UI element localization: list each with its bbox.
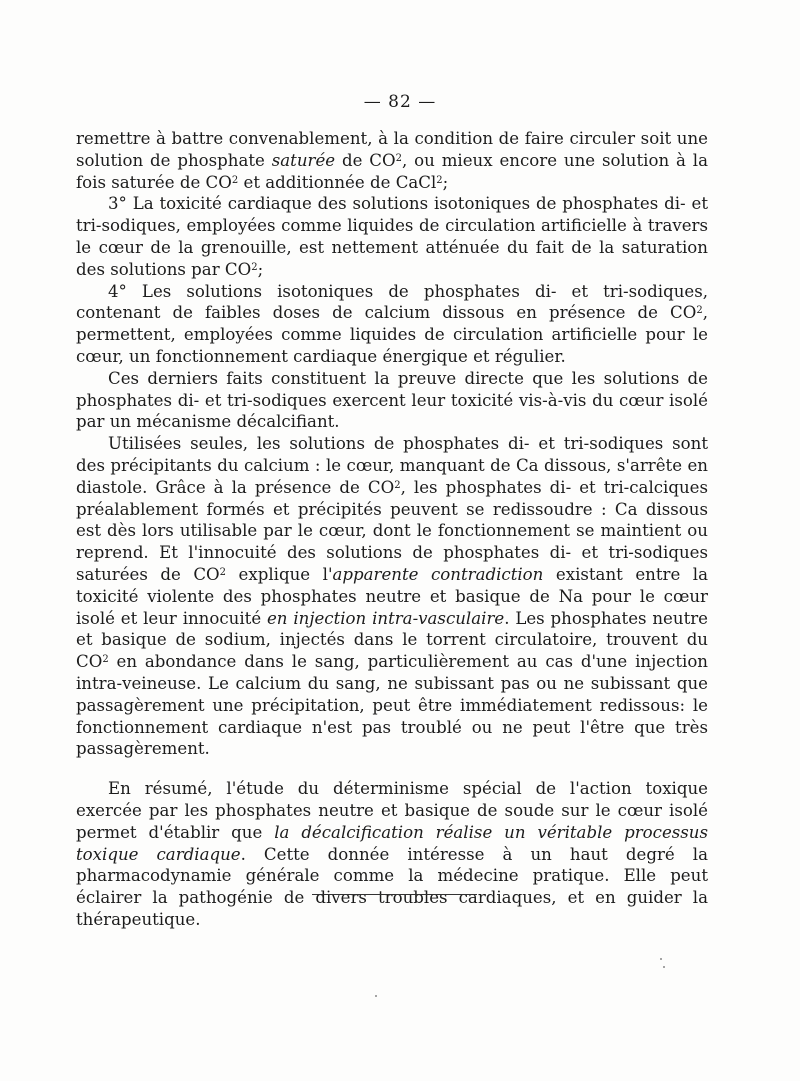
text-run: 3° La toxicité cardiaque des solutions isotoniques de phosphates di- et tri-sodiques, employées comme liquides de circulation artificielle à travers le cœur de la grenouille, est nettement atténuée du fait de la saturation des solutions par CO — [76, 194, 708, 279]
superscript: 2 — [219, 566, 227, 578]
text-run: remettre à battre convenablement, à la condition de faire circuler soit une solution de phosphate — [76, 129, 708, 170]
text-run: ; — [257, 259, 264, 279]
paragraph-summary — [76, 778, 708, 931]
paragraph-conclusion-facts: Ces derniers faits constituent la preuve directe que les solutions de phosphates di- et tri-sodiques exercent leur toxicité vis-à-vis du cœur isolé par un mécanisme décalcifiant. — [76, 368, 708, 432]
text-run: En résumé, l'étude du déterminisme spécial de l'action toxique exercée par les phosphates neutre et basique de soude sur le cœur isolé permet d'établir que — [76, 779, 708, 842]
body-text — [76, 128, 708, 931]
superscript: 2 — [251, 261, 258, 273]
superscript: 2 — [395, 152, 402, 164]
paragraph-point-4 — [76, 281, 708, 368]
closing-rule — [312, 894, 477, 895]
page-number: — 82 — — [363, 92, 437, 112]
paragraph-point-3 — [76, 193, 708, 280]
text-run: Utilisées seules, les solutions de phosphates di- et tri-sodiques sont des précipitants du calcium : le cœur, manquant de Ca dissous, s'arrête en diastole. Grâce à la présence de CO — [76, 434, 708, 497]
paragraph-mechanism — [76, 433, 708, 760]
text-run: et additionnée de CaCl — [238, 172, 437, 192]
paper-speck — [375, 995, 377, 997]
text-run: 4° Les solutions isotoniques de phosphates di- et tri-sodiques, contenant de faibles doses de calcium dissous en présence de CO — [76, 281, 708, 323]
text-run: ; — [442, 172, 449, 192]
text-run: de CO — [335, 150, 396, 170]
text-run: , ou mieux encore une solution à la fois saturée de CO — [76, 150, 708, 192]
text-run: existant entre la toxicité violente des phosphates neutre et basique de Na pour le cœur isolé et leur innocuité — [76, 564, 708, 628]
paper-speck — [663, 966, 665, 968]
superscript: 2 — [394, 479, 401, 491]
text-run: . Cette donnée intéresse à un haut degré la pharmacodynamie générale comme la médecine pratique. Elle peut éclairer la pathogénie de divers troubles cardiaques, et en guider la thérapeutique. — [76, 844, 708, 929]
italic-text: en injection intra-vasculaire — [266, 608, 505, 628]
text-run: en abondance dans le sang, particulièrement au cas d'une injection intra-veineuse. Le calcium du sang, ne subissant pas ou ne subissant que passagèrement une précipitation, peut être immédiatement redissous: le fonctionnement cardiaque n'est pas troublé ou ne peut l'être que très passagèrement. — [76, 652, 708, 759]
italic-text: apparente contradiction — [332, 564, 544, 584]
superscript: 2 — [436, 174, 443, 186]
superscript: 2 — [231, 174, 239, 186]
superscript: 2 — [696, 305, 703, 317]
text-run: . Les phosphates neutre et basique de sodium, injectés dans le torrent circulatoire, trouvent du CO — [76, 608, 708, 672]
text-run: explique l' — [226, 564, 333, 584]
paper-speck — [660, 958, 662, 960]
paragraph-continuation — [76, 128, 708, 193]
superscript: 2 — [102, 654, 109, 666]
italic-text: la décalcification réalise un véritable processus toxique cardiaque — [76, 822, 709, 864]
text-run: , permettent, employées comme liquides de circulation artificielle pour le cœur, un fonctionnement cardiaque énergique et régulier. — [76, 303, 708, 366]
italic-text: saturée — [271, 150, 336, 170]
text-run: , les phosphates di- et tri-calciques préalablement formés et précipités peuvent se redissoudre : Ca dissous est dès lors utilisable par le cœur, dont le fonctionnement se maintient ou reprend. Et l'innocuité des solutions de phosphates di- et tri-sodiques saturées de CO — [76, 477, 709, 584]
